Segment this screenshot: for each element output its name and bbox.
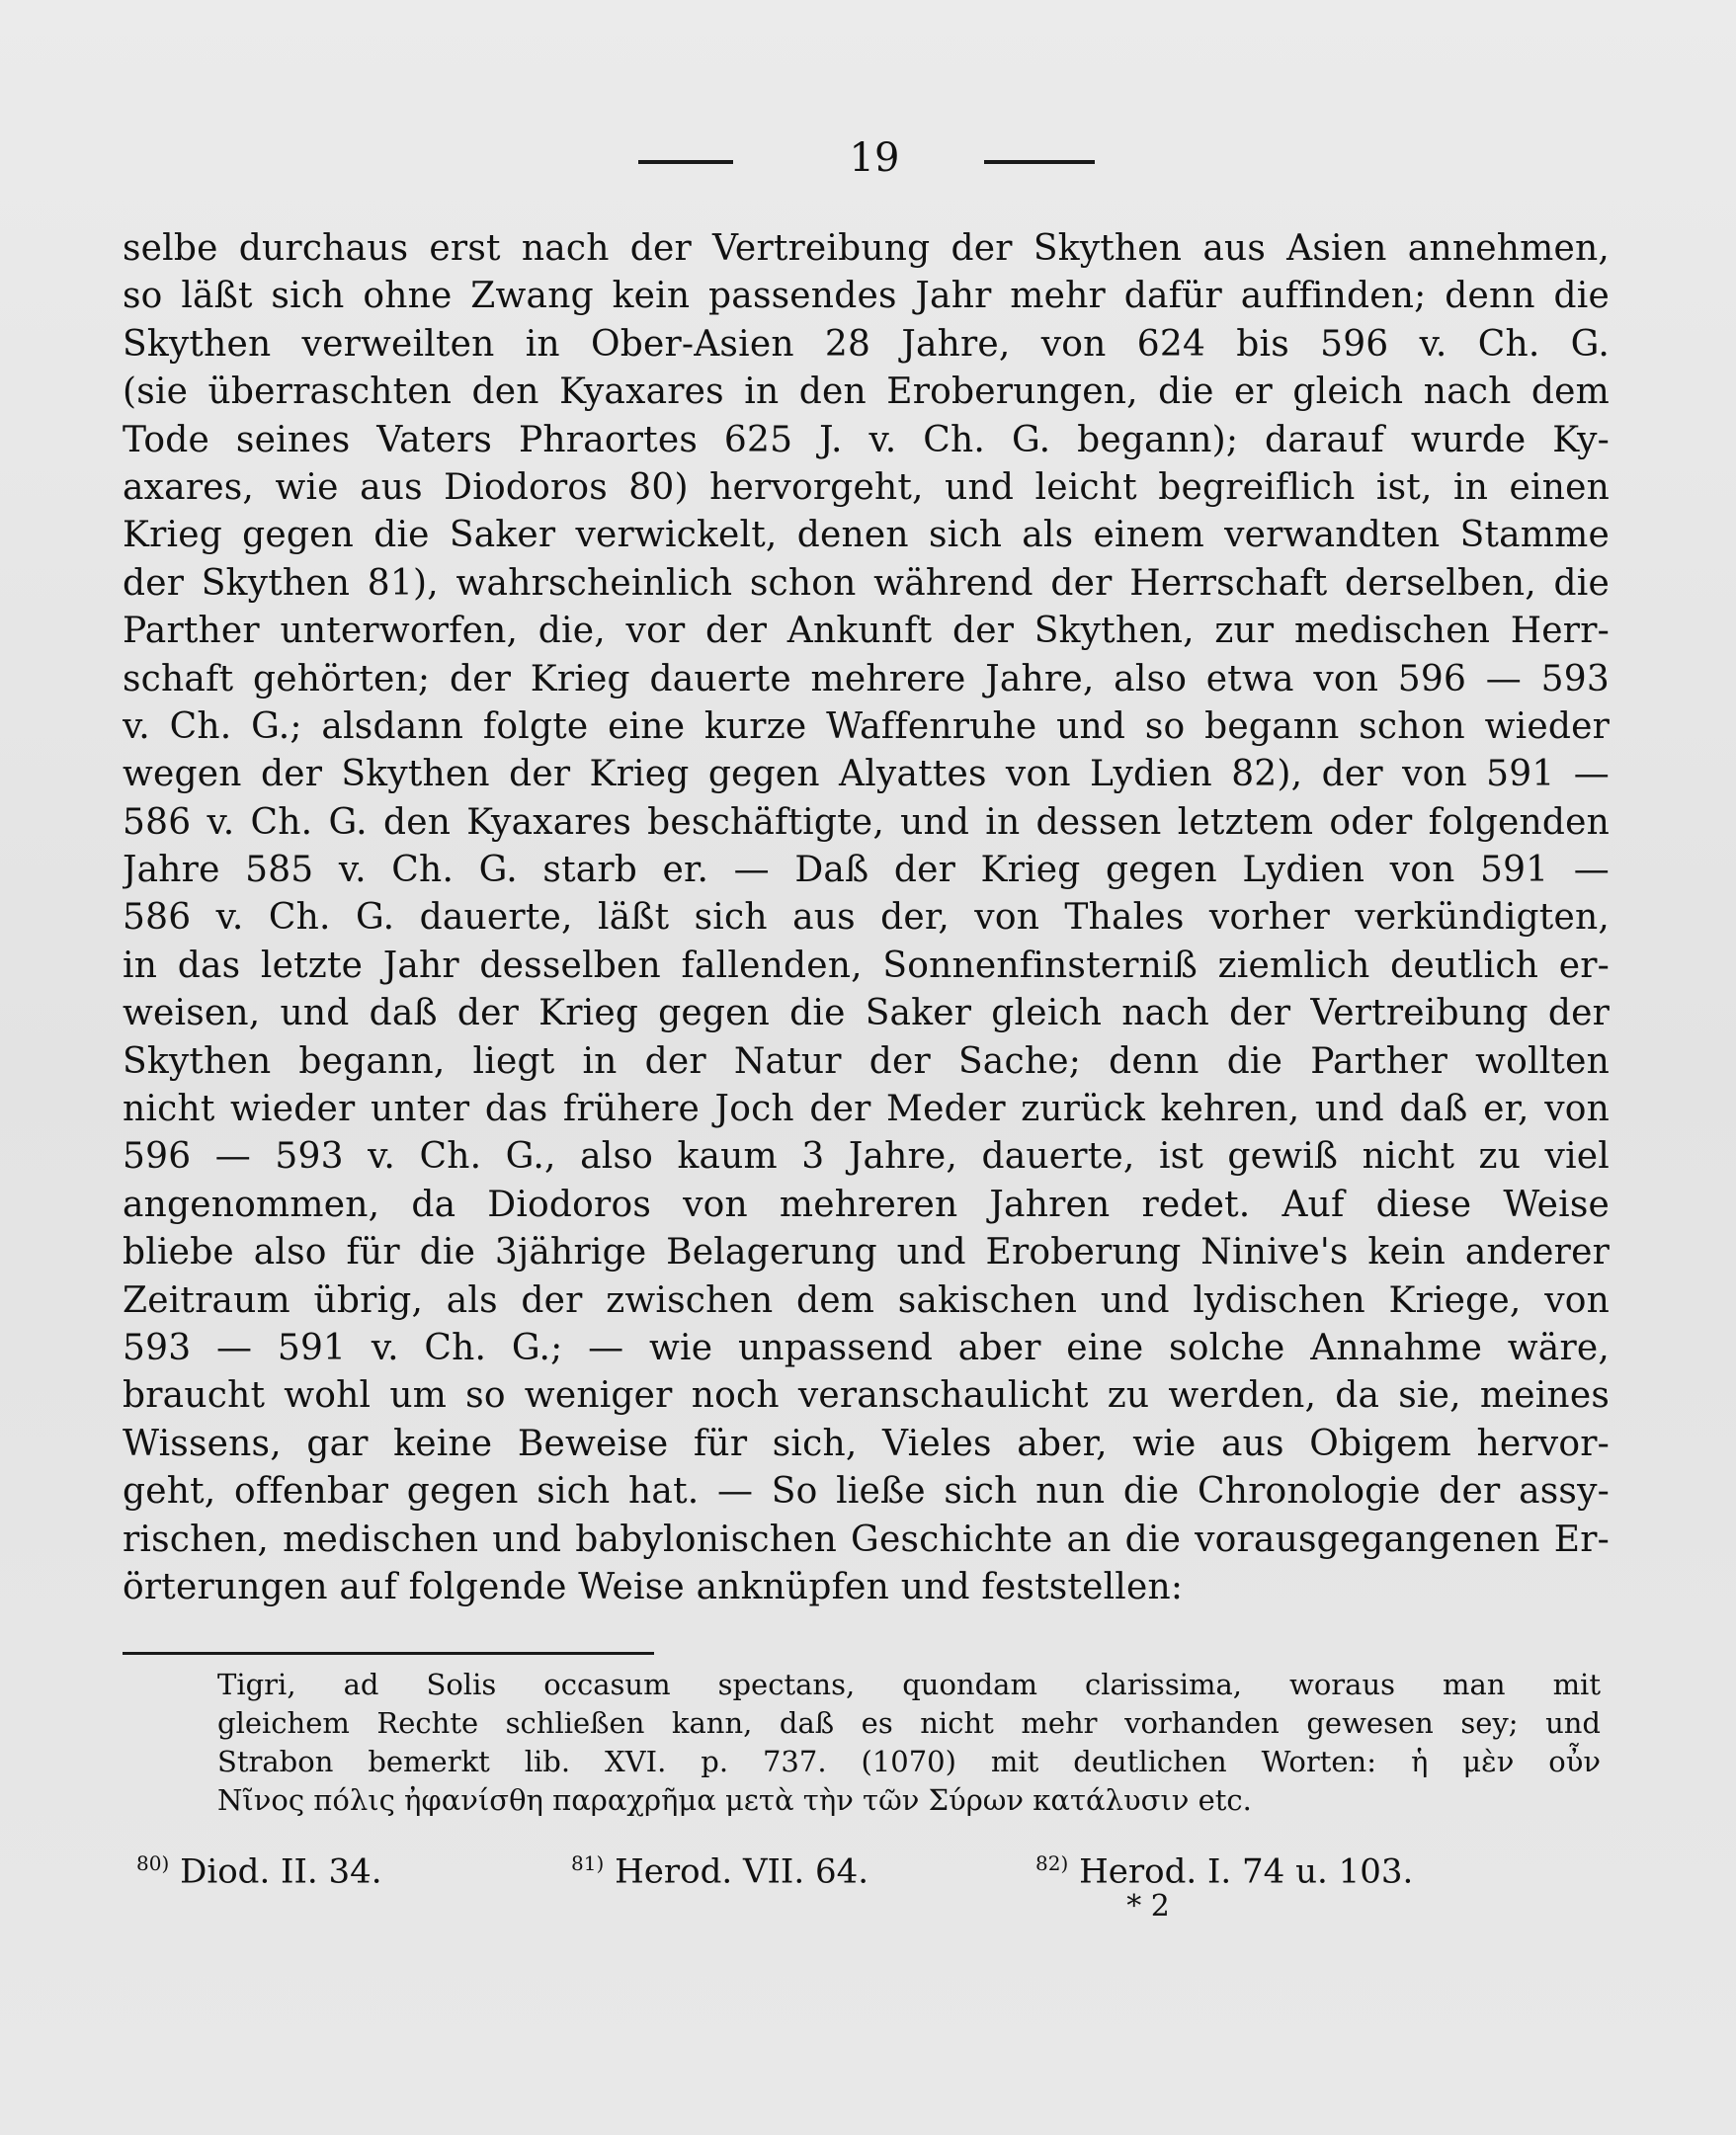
- text-line: angenommen, da Diodoros von mehreren Jahren redet. Auf diese Weise: [123, 1184, 1610, 1225]
- text-line: bliebe also für die 3jährige Belagerung und Eroberung Ninive's kein anderer: [123, 1232, 1610, 1273]
- footnote-mark: 81): [571, 1851, 605, 1875]
- footnote-line: Νῖνος πόλις ἠφανίσθη παραχρῆμα μετὰ τὴν τῶν Σύρων κατάλυσιν etc.: [217, 1783, 1252, 1817]
- text-line: 586 v. Ch. G. den Kyaxares beschäftigte, und in dessen letztem oder folgenden: [123, 801, 1610, 843]
- footnote-continuation: [217, 1666, 1601, 1820]
- running-header: [0, 135, 1736, 181]
- page-number: 19: [849, 135, 900, 181]
- text-line: Wissens, gar keine Beweise für sich, Vieles aber, wie aus Obigem hervor-: [123, 1423, 1610, 1464]
- text-line: in das letzte Jahr desselben fallenden, Sonnenfinsterniß ziemlich deutlich er-: [123, 944, 1610, 986]
- text-line: Krieg gegen die Saker verwickelt, denen sich als einem verwandten Stamme: [123, 515, 1610, 556]
- footnote-82: [1035, 1842, 1413, 1893]
- footnote-text: Herod. VII. 64.: [615, 1851, 869, 1892]
- text-line: Skythen verweilten in Ober-Asien 28 Jahre, von 624 bis 596 v. Ch. G.: [123, 323, 1610, 365]
- text-line: weisen, und daß der Krieg gegen die Saker gleich nach der Vertreibung der: [123, 993, 1610, 1034]
- body-text: [123, 225, 1610, 1611]
- text-line: v. Ch. G.; alsdann folgte eine kurze Waffenruhe und so begann schon wieder: [123, 705, 1610, 747]
- footnote-separator: [123, 1652, 654, 1655]
- footnote-mark: 80): [136, 1851, 170, 1875]
- signature-mark: * 2: [1126, 1889, 1170, 1924]
- text-line: Skythen begann, liegt in der Natur der Sache; denn die Parther wollten: [123, 1040, 1610, 1082]
- footnote-line: Tigri, ad Solis occasum spectans, quondam clarissima, woraus man mit: [217, 1668, 1601, 1701]
- text-line: so läßt sich ohne Zwang kein passendes Jahr mehr dafür auffinden; denn die: [123, 276, 1610, 317]
- text-line: Zeitraum übrig, als der zwischen dem sakischen und lydischen Kriege, von: [123, 1279, 1610, 1321]
- footnote-81: [571, 1842, 868, 1893]
- text-line: 586 v. Ch. G. dauerte, läßt sich aus der, von Thales vorher verkündigten,: [123, 897, 1610, 939]
- text-line: Jahre 585 v. Ch. G. starb er. — Daß der Krieg gegen Lydien von 591 —: [123, 850, 1610, 891]
- footnote-80: [136, 1842, 382, 1893]
- footnote-mark: 82): [1035, 1851, 1069, 1875]
- text-line: rischen, medischen und babylonischen Geschichte an die vorausgegangenen Er-: [123, 1519, 1610, 1560]
- footnote-line: Strabon bemerkt lib. XVI. p. 737. (1070) mit deutlichen Worten: ἡ μὲν οὖν: [217, 1745, 1601, 1778]
- text-line: 593 — 591 v. Ch. G.; — wie unpassend aber eine solche Annahme wäre,: [123, 1327, 1610, 1368]
- header-rule-right: [984, 160, 1095, 164]
- text-line: (sie überraschten den Kyaxares in den Eroberungen, die er gleich nach dem: [123, 371, 1610, 413]
- text-line: nicht wieder unter das frühere Joch der Meder zurück kehren, und daß er, von: [123, 1089, 1610, 1130]
- text-line: Parther unterworfen, die, vor der Ankunft der Skythen, zur medischen Herr-: [123, 611, 1610, 652]
- text-line: braucht wohl um so weniger noch veranschaulicht zu werden, da sie, meines: [123, 1375, 1610, 1417]
- text-line: 596 — 593 v. Ch. G., also kaum 3 Jahre, dauerte, ist gewiß nicht zu viel: [123, 1136, 1610, 1178]
- text-line: Tode seines Vaters Phraortes 625 J. v. Ch. G. begann); darauf wurde Ky-: [123, 419, 1610, 460]
- text-line: axares, wie aus Diodoros 80) hervorgeht, und leicht begreiflich ist, in einen: [123, 466, 1610, 508]
- text-line: geht, offenbar gegen sich hat. — So ließe sich nun die Chronologie der assy-: [123, 1471, 1610, 1513]
- footnote-text: Diod. II. 34.: [180, 1851, 382, 1892]
- text-line: wegen der Skythen der Krieg gegen Alyattes von Lydien 82), der von 591 —: [123, 754, 1610, 795]
- text-line: örterungen auf folgende Weise anknüpfen und feststellen:: [123, 1566, 1184, 1607]
- text-line: schaft gehörten; der Krieg dauerte mehrere Jahre, also etwa von 596 — 593: [123, 658, 1610, 699]
- footnote-text: Herod. I. 74 u. 103.: [1079, 1851, 1414, 1892]
- text-line: der Skythen 81), wahrscheinlich schon während der Herrschaft derselben, die: [123, 562, 1610, 604]
- text-line: selbe durchaus erst nach der Vertreibung der Skythen aus Asien annehmen,: [123, 228, 1610, 269]
- header-rule-left: [638, 160, 733, 164]
- footnote-line: gleichem Rechte schließen kann, daß es nicht mehr vorhanden gewesen sey; und: [217, 1706, 1601, 1740]
